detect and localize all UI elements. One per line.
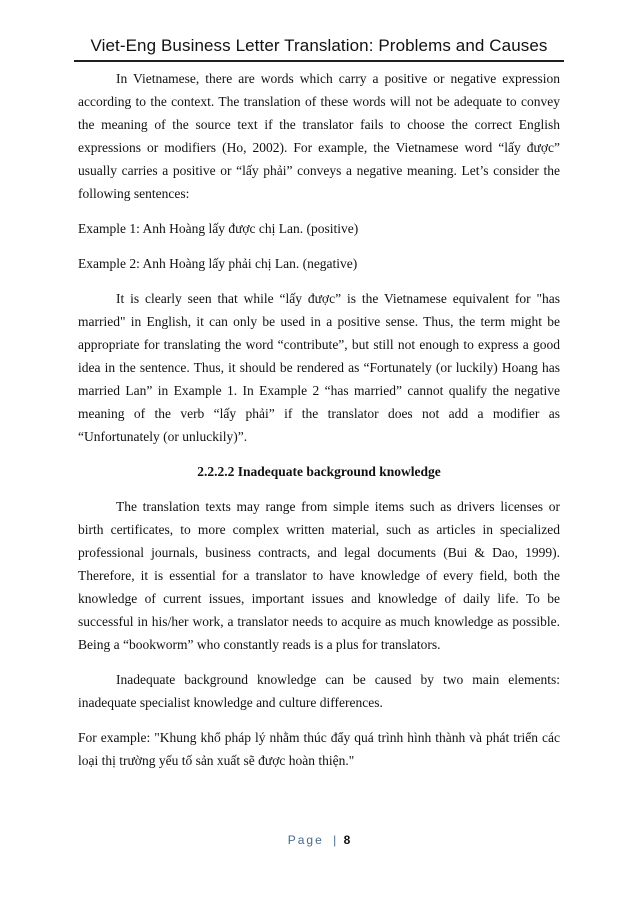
page-number: 8 bbox=[343, 833, 351, 847]
page-label: Page bbox=[287, 833, 324, 847]
example-2: Example 2: Anh Hoàng lấy phải chị Lan. (negative) bbox=[78, 256, 358, 271]
page-separator: | bbox=[333, 833, 337, 847]
paragraph-background-knowledge: The translation texts may range from simple items such as drivers licenses or birth certificates, to more complex written material, such as articles in specialized professional journals, business contracts, and legal documents (Bui & Dao, 1999). Therefore, it is essential for a translator to have knowledge of every field, both the knowledge of current issues, important issues and knowledge of daily life. To be successful in his/her work, a translator needs to acquire as much knowledge as possible. Being a “bookworm” who constantly reads is a plus for translators. bbox=[78, 499, 560, 652]
paragraph-example: For example: "Khung khổ pháp lý nhằm thúc đẩy quá trình hình thành và phát triển các loại thị trường yếu tố sản xuất sẽ được hoàn thiện." bbox=[78, 730, 560, 768]
header-rule bbox=[74, 60, 564, 62]
paragraph-positive-negative: In Vietnamese, there are words which carry a positive or negative expression according to the context. The translation of these words will not be adequate to convey the meaning of the source text if the translator fails to choose the correct English expressions or modifiers (Ho, 2002). For example, the Vietnamese word “lấy được” usually carries a positive or “lấy phải” conveys a negative meaning. Let’s consider the following sentences: bbox=[78, 71, 560, 201]
page-body bbox=[78, 67, 560, 772]
paragraph-explanation: It is clearly seen that while “lấy được” is the Vietnamese equivalent for "has married" in English, it can only be used in a positive sense. Thus, the term might be appropriate for translating the word “contribute”, but still not enough to express a good idea in the sentence. Thus, it should be rendered as “Fortunately (or luckily) Hoang has married Lan” in Example 1. In Example 2 “has married” cannot qualify the negative meaning of the verb “lấy phải” if the translator does not add a modifier as “Unfortunately (or unluckily)”. bbox=[78, 291, 560, 444]
page-footer bbox=[0, 833, 638, 847]
paragraph-two-elements: Inadequate background knowledge can be caused by two main elements: inadequate specialist knowledge and culture differences. bbox=[78, 672, 560, 710]
section-heading: 2.2.2.2 Inadequate background knowledge bbox=[197, 464, 441, 479]
example-1: Example 1: Anh Hoàng lấy được chị Lan. (positive) bbox=[78, 221, 359, 236]
running-header: Viet-Eng Business Letter Translation: Problems and Causes bbox=[90, 36, 548, 55]
